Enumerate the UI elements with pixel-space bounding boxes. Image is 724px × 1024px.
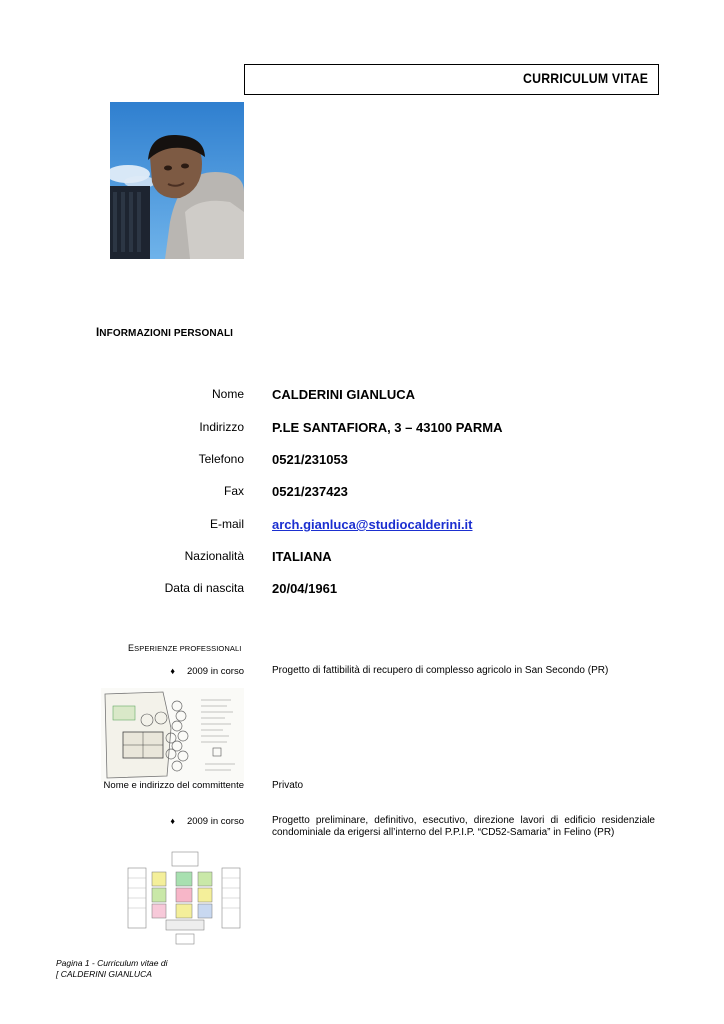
address-value: P.LE SANTAFIORA, 3 – 43100 PARMA [272,420,503,435]
page-footer [56,958,168,980]
phone-value: 0521/231053 [272,452,348,467]
experience-description-2: Progetto preliminare, definitivo, esecutivo, direzione lavori di edificio residenziale condominiale da erigersi all’interno del P.P.I.P. “CD52-Samaria” in Felino (PR) [272,815,655,838]
site-plan-image [101,688,244,782]
title-box [244,64,659,95]
footer-name-line: [ CALDERINI GIANLUCA [56,969,152,979]
experience-heading: ESPERIENZE PROFESSIONALI [128,643,242,653]
address-label: Indirizzo [199,420,244,434]
personal-info-heading: INFORMAZIONI PERSONALI [96,327,234,339]
nationality-label: Nazionalità [184,549,244,563]
footer-page-line: Pagina 1 - Curriculum vitae di [56,958,168,968]
experience-description-1: Progetto di fattibilità di recupero di complesso agricolo in San Secondo (PR) [272,665,609,676]
fax-value: 0521/237423 [272,484,348,499]
client-label-1: Nome e indirizzo del committente [103,780,244,791]
building-plan-drawing [124,850,244,946]
name-label: Nome [211,387,244,401]
email-label: E-mail [209,517,244,531]
phone-label: Telefono [198,452,244,466]
page-title: CURRICULUM VITAE [522,70,648,86]
nationality-value: ITALIANA [272,549,332,564]
birthdate-label: Data di nascita [164,581,244,595]
email-link[interactable]: arch.gianluca@studiocalderini.it [272,517,473,532]
diamond-bullet-icon: ♦ [170,816,175,826]
name-value: CALDERINI GIANLUCA [272,387,415,402]
site-plan-drawing [101,688,244,782]
portrait-image [110,102,244,259]
building-plan-image [124,850,244,946]
client-value-1: Privato [272,780,304,791]
birthdate-value: 20/04/1961 [272,581,338,596]
diamond-bullet-icon: ♦ [170,666,175,676]
experience-period-2: ♦ 2009 in corso [170,816,244,827]
fax-label: Fax [223,484,244,498]
portrait-photo [110,102,244,259]
experience-period-1: ♦ 2009 in corso [170,666,244,677]
